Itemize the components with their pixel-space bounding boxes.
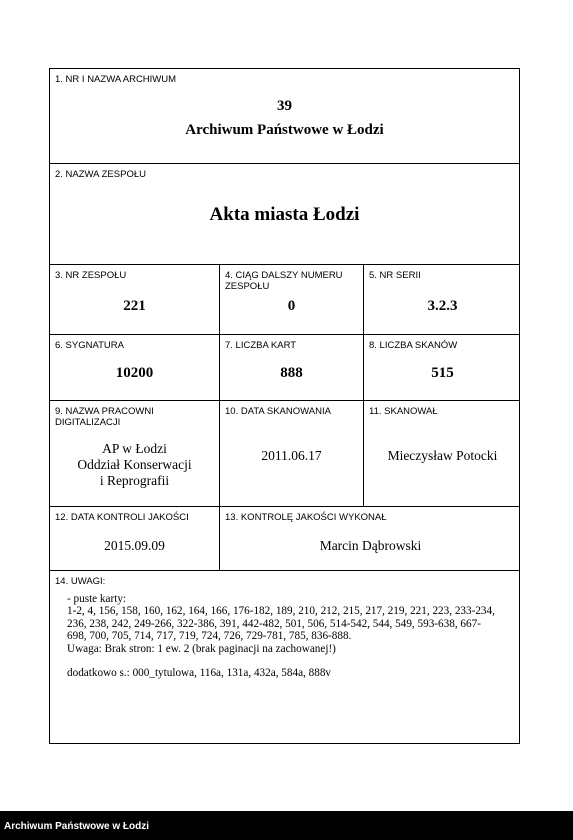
scanned-by-cell — [364, 401, 521, 506]
fonds-name: Akta miasta Łodzi — [209, 204, 360, 225]
workshop-line-2: Oddział Konserwacji — [77, 457, 192, 472]
scan-date-cell — [220, 401, 364, 506]
scans-count-label: 8. LICZBA SKANÓW — [369, 340, 458, 351]
archive-section — [50, 69, 519, 164]
quality-control-section — [50, 507, 519, 571]
archive-name: Archiwum Państwowe w Łodzi — [185, 122, 384, 138]
scanned-by-label: 11. SKANOWAŁ — [369, 406, 438, 417]
workshop-label: 9. NAZWA PRACOWNI DIGITALIZACJI — [55, 406, 154, 428]
scans-count-cell — [364, 335, 521, 400]
qc-by-label: 13. KONTROLĘ JAKOŚCI WYKONAŁ — [225, 512, 387, 523]
notes-line: dodatkowo s.: 000_tytulowa, 116a, 131a, 432a, 584a, 888v — [67, 667, 332, 680]
counts-section — [50, 335, 519, 401]
workshop-line-1: AP w Łodzi — [102, 441, 167, 456]
notes-section — [50, 571, 519, 743]
cards-count-value: 888 — [280, 365, 303, 381]
archive-number: 39 — [277, 98, 292, 114]
signature-value: 10200 — [115, 365, 154, 381]
qc-by-value: Marcin Dąbrowski — [319, 538, 422, 553]
notes-line: Uwaga: Brak stron: 1 ew. 2 (brak paginacji na zachowanej!) — [67, 642, 336, 655]
footer-text: Archiwum Państwowe w Łodzi — [4, 821, 150, 832]
signature-cell — [50, 335, 220, 400]
fonds-number-cell — [50, 265, 220, 334]
numbers-section — [50, 265, 519, 335]
signature-label: 6. SYGNATURA — [55, 340, 124, 351]
notes-line: - puste karty: — [67, 593, 127, 605]
digitization-section — [50, 401, 519, 507]
series-label: 5. NR SERII — [369, 270, 421, 281]
workshop-cell — [50, 401, 220, 506]
scan-date-value: 2011.06.17 — [261, 448, 322, 463]
fonds-section — [50, 164, 519, 265]
fonds-label: 2. NAZWA ZESPOŁU — [55, 169, 146, 180]
metadata-card — [49, 68, 520, 744]
notes-line: 698, 700, 705, 714, 717, 719, 724, 726, 729-781, 785, 836-888. — [67, 630, 352, 643]
series-cell — [364, 265, 521, 334]
workshop-line-3: i Reprografii — [99, 473, 170, 488]
qc-by-cell — [220, 507, 521, 570]
notes-line: 236, 238, 242, 249-266, 322-386, 391, 442-482, 501, 506, 514-542, 544, 549, 593-638, 667- — [67, 617, 481, 630]
scanned-by-value: Mieczysław Potocki — [387, 448, 498, 463]
continuation-value: 0 — [287, 298, 296, 314]
notes-line — [67, 655, 511, 667]
continuation-label: 4. CIĄG DALSZY NUMERU ZESPOŁU — [225, 270, 343, 292]
scan-date-label: 10. DATA SKANOWANIA — [225, 406, 331, 417]
qc-date-value: 2015.09.09 — [104, 538, 165, 553]
series-value: 3.2.3 — [427, 298, 458, 314]
scans-count-value: 515 — [431, 365, 454, 381]
notes-body — [67, 593, 511, 679]
footer-bar — [0, 811, 573, 840]
notes-line: 1-2, 4, 156, 158, 160, 162, 164, 166, 176-182, 189, 210, 212, 215, 217, 219, 221, 223, 233-234, — [67, 605, 495, 618]
cards-count-cell — [220, 335, 364, 400]
notes-label: 14. UWAGI: — [55, 576, 106, 587]
qc-date-cell — [50, 507, 220, 570]
fonds-number-label: 3. NR ZESPOŁU — [55, 270, 127, 281]
cards-count-label: 7. LICZBA KART — [225, 340, 297, 351]
fonds-number-value: 221 — [123, 298, 146, 314]
archive-label: 1. NR I NAZWA ARCHIWUM — [55, 74, 177, 85]
qc-date-label: 12. DATA KONTROLI JAKOŚCI — [55, 512, 189, 523]
continuation-cell — [220, 265, 364, 334]
